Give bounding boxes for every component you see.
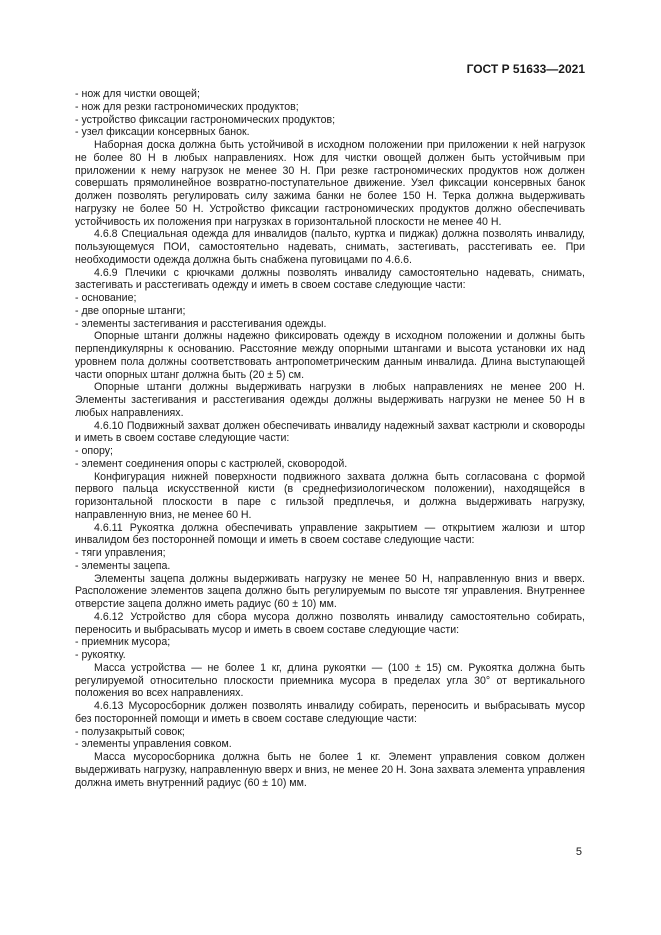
paragraph: Опорные штанги должны надежно фиксировать одежду в исходном положении и должны быть перпендикулярны к основанию. Расстояние между опорными штангами и высота установки их над уровнем пола должны соответствовать антропометрическим данным инвалида. Длина выступающей части опорных штанг должна быть (20 ± 5) см. [75, 330, 585, 381]
paragraph: Масса мусоросборника должна быть не более 1 кг. Элемент управления совком должен выдерживать нагрузку, направленную вверх и вниз, не менее 20 Н. Зона захвата элемента управления должна иметь внутренний радиус (60 ± 10) мм. [75, 751, 585, 789]
paragraph: Элементы зацепа должны выдерживать нагрузку не менее 50 Н, направленную вниз и вверх. Расположение элементов зацепа должно быть регулируемым по высоте тяг управления. Внутреннее отверстие зацепа должно иметь радиус (60 ± 10) мм. [75, 572, 585, 610]
list-item: - нож для резки гастрономических продуктов; [75, 100, 299, 113]
document-code-header: ГОСТ Р 51633—2021 [466, 62, 585, 76]
page-number: 5 [575, 846, 582, 858]
list-item: - элемент соединения опоры с кастрюлей, сковородой. [75, 457, 348, 470]
list-item: - нож для чистки овощей; [75, 88, 200, 100]
list-item: - элементы управления совком. [75, 738, 232, 751]
list-item: - основание; [75, 292, 137, 304]
list-item: - опору; [75, 445, 114, 457]
paragraph: 4.6.13 Мусоросборник должен позволять инвалиду собирать, переносить и выбрасывать мусор без посторонней помощи и иметь в своем составе следующие части: [75, 700, 585, 725]
paragraph: Опорные штанги должны выдерживать нагрузки в любых направлениях не менее 200 Н. Элементы застегивания и расстегивания одежды должны выдерживать нагрузки не менее 50 Н в любых направлениях. [75, 381, 585, 419]
paragraph: Конфигурация нижней поверхности подвижного захвата должна быть согласована с формой первого пальца искусственной кисти (в среднефизиологическом положении), находящейся в горизонтальной плоскости в паре с гильзой предплечья, и должна выдерживать нагрузку, направленную вниз, не менее 60 Н. [75, 470, 585, 521]
document-body [75, 88, 585, 789]
paragraph: 4.6.11 Рукоятка должна обеспечивать управление закрытием — открытием жалюзи и штор инвалидом без посторонней помощи и иметь в своем составе следующие части: [75, 521, 585, 547]
list-item: - рукоятку. [75, 649, 126, 661]
list-item: - элементы зацепа. [75, 559, 171, 572]
list-item: - приемник мусора; [75, 636, 171, 649]
list-item: - устройство фиксации гастрономических продуктов; [75, 113, 336, 126]
paragraph: 4.6.10 Подвижный захват должен обеспечивать инвалиду надежный захват кастрюли и сковороды и иметь в своем составе следующие части: [75, 419, 585, 445]
list-item: - элементы застегивания и расстегивания одежды. [75, 317, 327, 330]
paragraph: 4.6.9 Плечики с крючками должны позволять инвалиду самостоятельно надевать, снимать, застегивать и расстегивать одежду и иметь в своем составе следующие части: [75, 266, 585, 292]
list-item: - полузакрытый совок; [75, 725, 185, 738]
paragraph: 4.6.12 Устройство для сбора мусора должно позволять инвалиду самостоятельно собирать, переносить и выбрасывать мусор и иметь в своем составе следующие части: [75, 610, 585, 636]
list-item: - две опорные штанги; [75, 304, 186, 317]
list-item: - тяги управления; [75, 547, 166, 559]
paragraph: Масса устройства — не более 1 кг, длина рукоятки — (100 ± 15) см. Рукоятка должна быть регулируемой относительно плоскости приемника мусора в пределах угла 30° от вертикального положения во всех направлениях. [75, 661, 585, 700]
list-item: - узел фиксации консервных банок. [75, 126, 250, 139]
paragraph: Наборная доска должна быть устойчивой в исходном положении при приложении к ней нагрузок не более 80 Н в любых направлениях. Нож для чистки овощей должен быть устойчивым при приложении к нему нагрузок не менее 30 Н. При резке гастрономических продуктов нож должен совершать прямолинейное возвратно-поступательное движение. Узел фиксации консервных банок должен позволять регулировать силу зажима банки не более 150 Н. Терка должна выдерживать нагрузку не более 50 Н. Устройство фиксации гастрономических продуктов должно обеспечивать устойчивость их положения при нагрузках в горизонтальной плоскости не менее 40 Н. [75, 139, 585, 228]
paragraph: 4.6.8 Специальная одежда для инвалидов (пальто, куртка и пиджак) должна позволять инвалиду, пользующемуся ПОИ, самостоятельно надевать, снимать, застегивать, расстегивать ее. При необходимости одежда должна быть снабжена пуговицами по 4.6.6. [75, 228, 585, 266]
